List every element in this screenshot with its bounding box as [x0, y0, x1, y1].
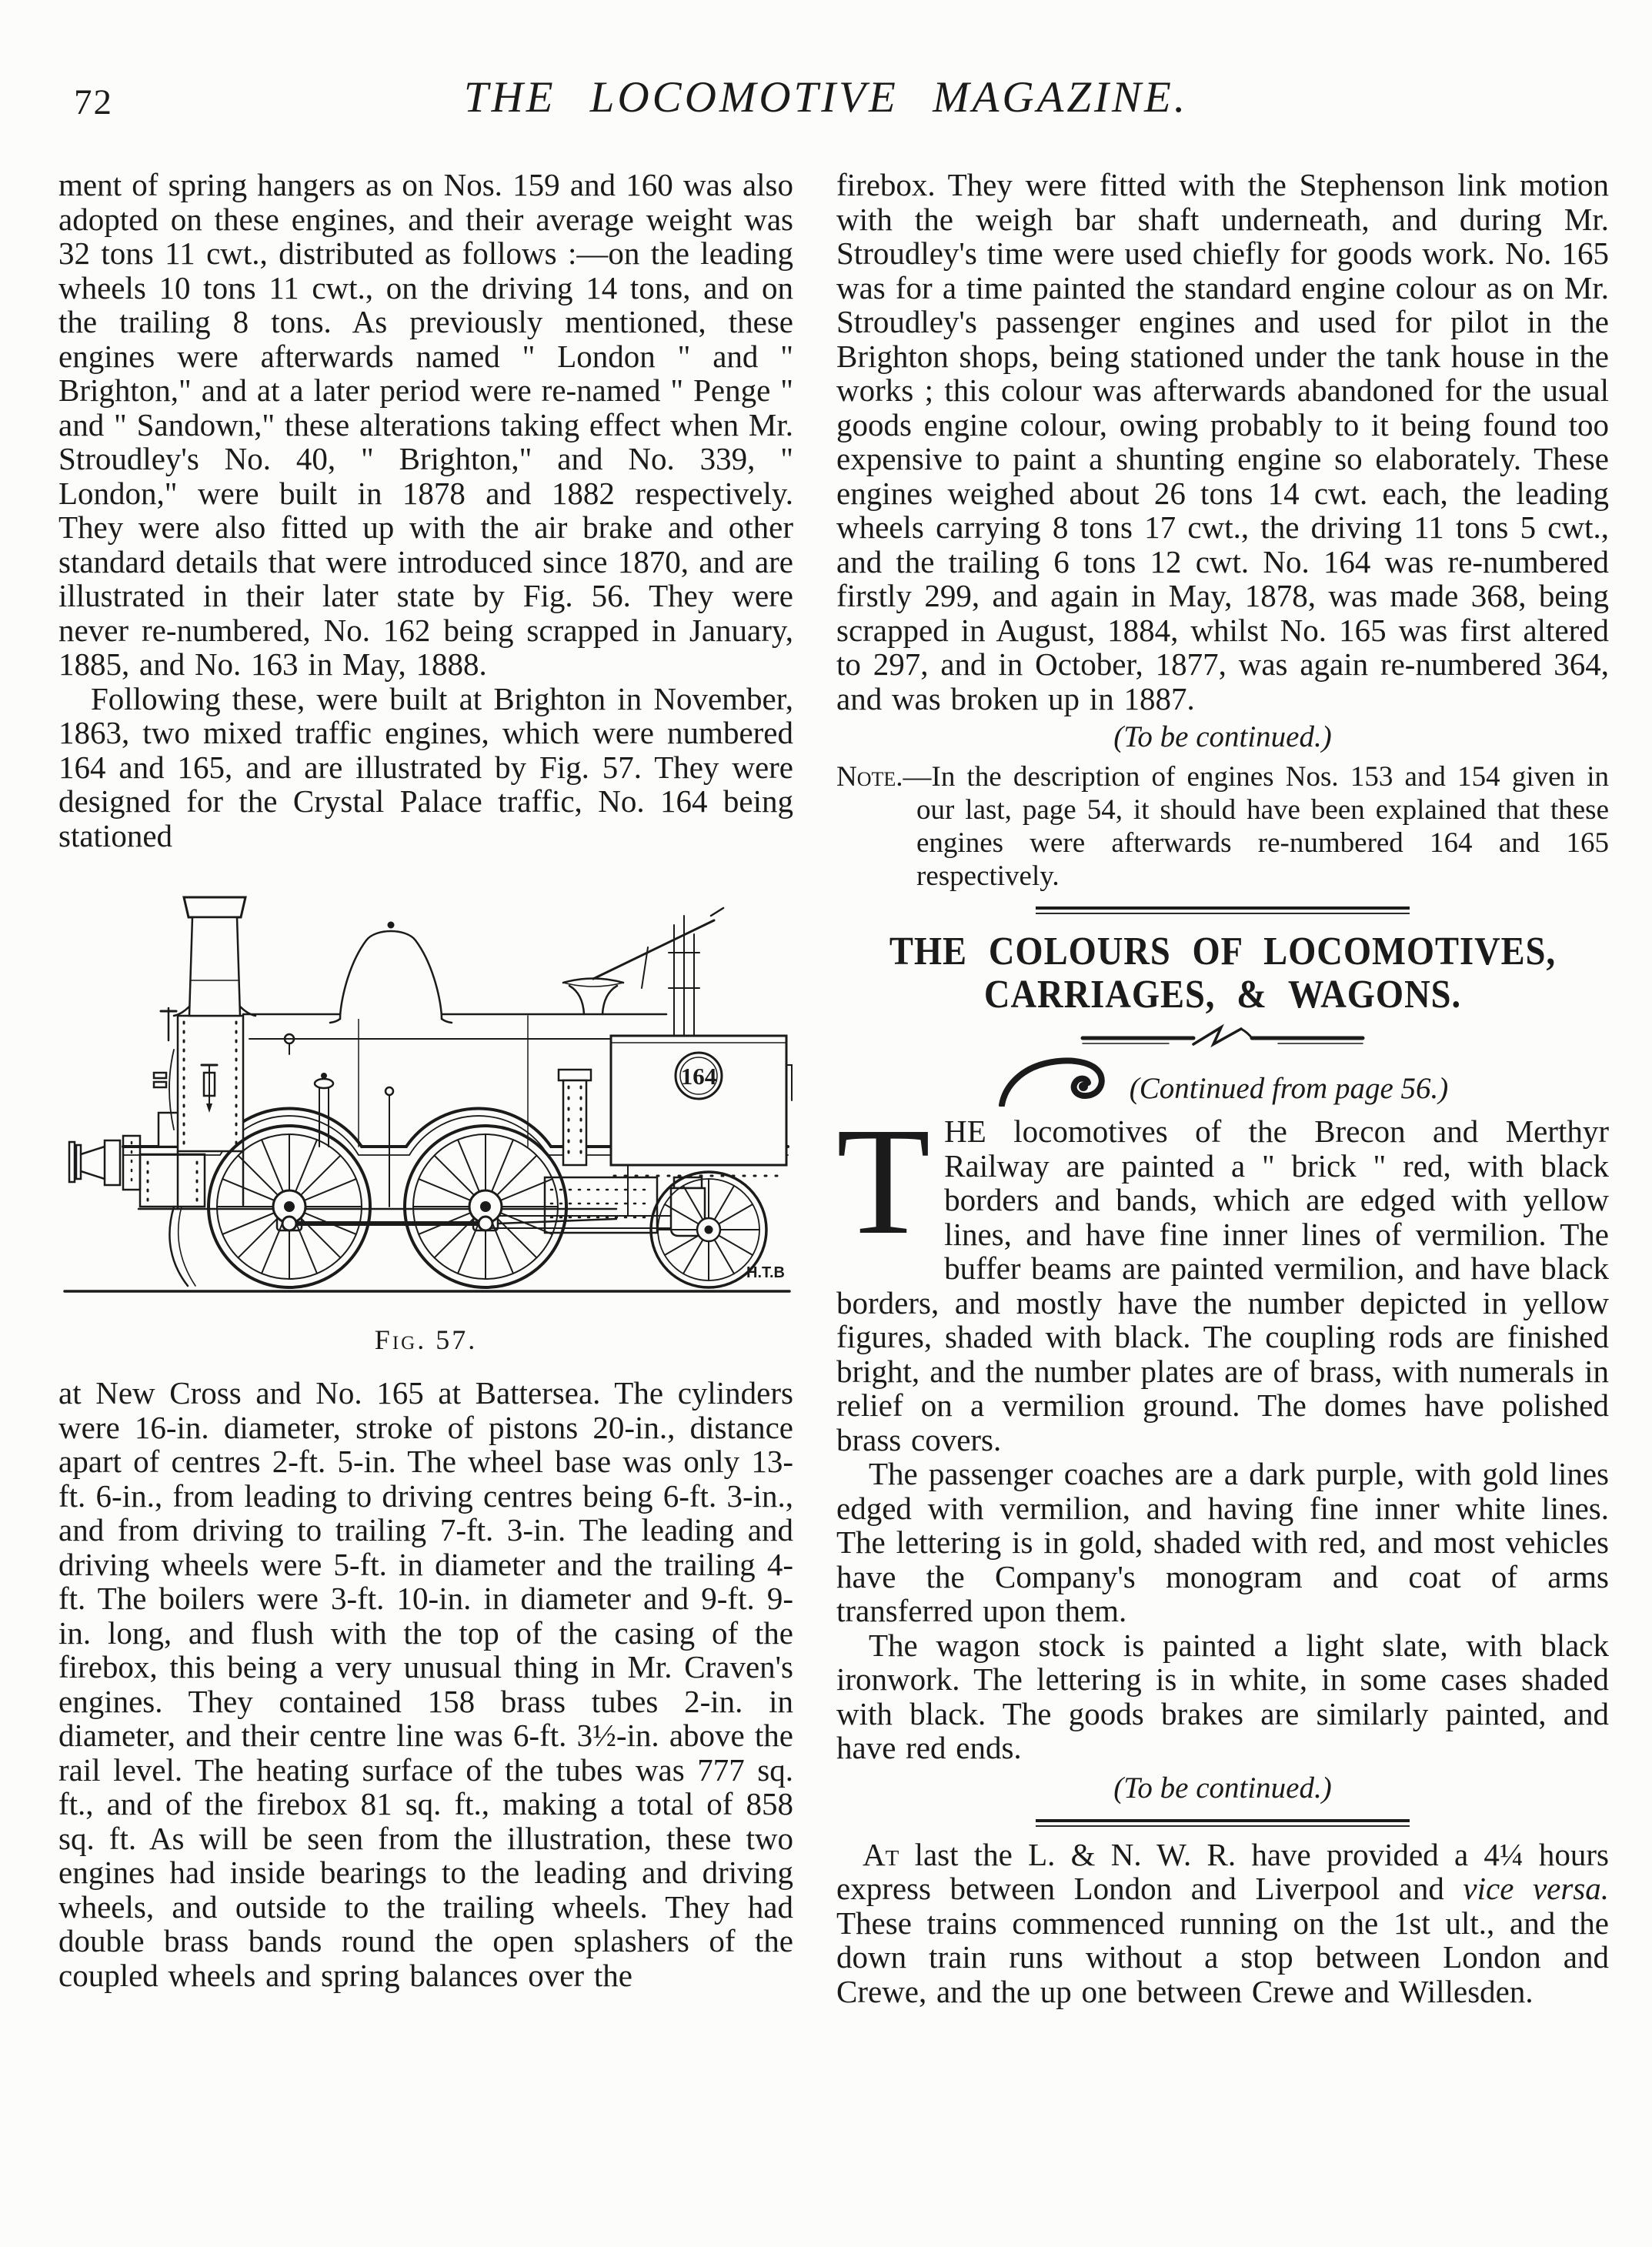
chimney [174, 897, 255, 1016]
section-paragraph-1-text: HE locomotives of the Brecon and Merthyr Railway are painted a " brick " red, with black borders and bands, which are edged with yellow lines, and have fine inner lines of vermilion. The buffer beams are painted vermilion, and have black borders, and mostly have the number depicted in yellow figures, shaded with black. The coupling rods are finished bright, and the number plates are of brass, with numerals in relief on a vermilion ground. The domes have polished brass covers. [836, 1113, 1609, 1457]
news-text-1: last the L. & N. W. R. have provided a 4¼ hours express between London and Liverpool and [836, 1836, 1609, 1906]
column-left [58, 168, 793, 2008]
feed-standpipe [559, 1070, 591, 1165]
right-paragraph-1: firebox. They were fitted with the Stephenson link motion with the weigh bar shaft underneath, and during Mr. Stroudley's time were used chiefly for goods work. No. 165 was for a time painted the standard engine colour as on Mr. Stroudley's passenger engines and used for pilot in the Brighton shops, being stationed under the tank house in the works ; this colour was afterwards abandoned for the usual goods engine colour, owing probably to it being found too expensive to paint a shunting engine so elaborately. These engines weighed about 26 tons 14 cwt. each, the leading wheels carrying 8 tons 17 cwt., the driving 11 tons 5 cwt., and the trailing 6 tons 12 cwt. No. 164 was re-numbered firstly 299, and again in May, 1878, was made 368, being scrapped in August, 1884, whilst No. 165 was first altered to 297, and in October, 1877, was again re-numbered 364, and was broken up in 1887. [836, 167, 1609, 716]
section-paragraph-1 [836, 1097, 1609, 1457]
note-label: Note. [836, 761, 903, 793]
underframe-boxes [545, 1177, 705, 1236]
smokebox [154, 1008, 243, 1209]
section-heading-line-2: CARRIAGES, & WAGONS. [983, 971, 1462, 1017]
two-column-layout [0, 168, 1652, 2008]
to-be-continued-line-2: (To be continued.) [1113, 1771, 1332, 1805]
swelled-rule-ornament-icon [1076, 1023, 1369, 1050]
front-buffer [69, 1136, 140, 1190]
page-header [0, 0, 1652, 151]
news-lead: At [863, 1836, 899, 1872]
column-right [836, 168, 1609, 2008]
leading-wheel [209, 1126, 370, 1287]
tender-number: 164 [680, 1063, 717, 1090]
news-italic: vice versa. [1463, 1871, 1610, 1906]
locomotive-drawing-icon [58, 876, 793, 1310]
safety-valve [563, 908, 723, 1036]
locomotive-figure [58, 876, 793, 1356]
editor-note [836, 760, 1609, 893]
page-number: 72 [74, 82, 113, 122]
to-be-continued-line-1: (To be continued.) [1113, 720, 1332, 753]
steam-dome [330, 922, 452, 1023]
magazine-title: THE LOCOMOTIVE MAGAZINE. [463, 73, 1189, 122]
note-text: —In the description of engines Nos. 153 and 154 given in our last, page 54, it should have been explained that these engines were afterwards re-numbered 164 and 165 respectively. [903, 761, 1609, 892]
driving-wheel [405, 1126, 566, 1287]
tender [611, 1036, 792, 1176]
news-divider [1036, 1819, 1410, 1827]
news-text-2: These trains commenced running on the 1st ult., and the down train runs without a stop between London and Crewe, and the up one between Crewe and Willesden. [836, 1905, 1609, 2009]
news-paragraph [836, 1838, 1609, 2009]
left-paragraph-1: ment of spring hangers as on Nos. 159 and 160 was also adopted on these engines, and their average weight was 32 tons 11 cwt., distributed as follows :—on the leading wheels 10 tons 11 cwt., on the driving 14 tons, and on the trailing 8 tons. As previously mentioned, these engines were afterwards named " London " and " Brighton," and at a later period were re-named " Penge " and " Sandown," these alterations taking effect when Mr. Stroudley's No. 40, " Brighton," and No. 339, " London," were built in 1878 and 1882 respectively. They were also fitted up with the air brake and other standard details that were introduced since 1870, and are illustrated in their later state by Fig. 56. They were never re-numbered, No. 162 being scrapped in January, 1885, and No. 163 in May, 1888. [58, 167, 793, 682]
continued-from-line [836, 1056, 1609, 1110]
figure-caption: Fig. 57. [374, 1324, 478, 1355]
dropcap-flourish-icon [997, 1056, 1113, 1107]
continued-from-text: (Continued from page 56.) [1129, 1072, 1449, 1105]
section-heading [836, 930, 1609, 1016]
section-divider-top [1036, 906, 1410, 914]
drop-cap: T [836, 1097, 931, 1267]
left-paragraph-3: at New Cross and No. 165 at Battersea. The cylinders were 16-in. diameter, stroke of pistons 20-in., distance apart of centres 2-ft. 5-in. The wheel base was only 13-ft. 6-in., from leading to driving centres being 6-ft. 3-in., and from driving to trailing 7-ft. 3-in. The leading and driving wheels were 5-ft. in diameter and the trailing 4-ft. The boilers were 3-ft. 10-in. in diameter and 9-ft. 9-in. long, and flush with the top of the casing of the firebox, this being a very unusual thing in Mr. Craven's engines. They contained 158 brass tubes 2-in. in diameter, and their centre line was 6-ft. 3½-in. above the rail level. The heating surface of the tubes was 777 sq. ft., and of the firebox 81 sq. ft., making a total of 858 sq. ft. As will be seen from the illustration, these two engines had inside bearings to the leading and driving wheels, and outside to the trailing wheels. They had double brass bands round the open splashers of the coupled wheels and spring balances over the [58, 1375, 793, 1993]
heading-ornament [836, 1023, 1609, 1050]
section-paragraph-2: The passenger coaches are a dark purple, with gold lines edged with vermilion, and having fine inner white lines. The lettering is in gold, shaded with red, and most vehicles have the Company's monogram and coat of arms transferred upon them. [836, 1456, 1609, 1628]
figure-signature: H.T.B [746, 1264, 785, 1281]
left-paragraph-2: Following these, were built at Brighton in November, 1863, two mixed traffic engines, which were numbered 164 and 165, and are illustrated by Fig. 57. They were designed for the Crystal Palace traffic, No. 164 being stationed [58, 680, 793, 853]
section-heading-line-1: THE COLOURS OF LOCOMOTIVES, [889, 928, 1557, 973]
section-paragraph-3: The wagon stock is painted a light slate, with black ironwork. The lettering is in white, in some cases shaded with black. The goods brakes are similarly painted, and have red ends. [836, 1627, 1609, 1765]
